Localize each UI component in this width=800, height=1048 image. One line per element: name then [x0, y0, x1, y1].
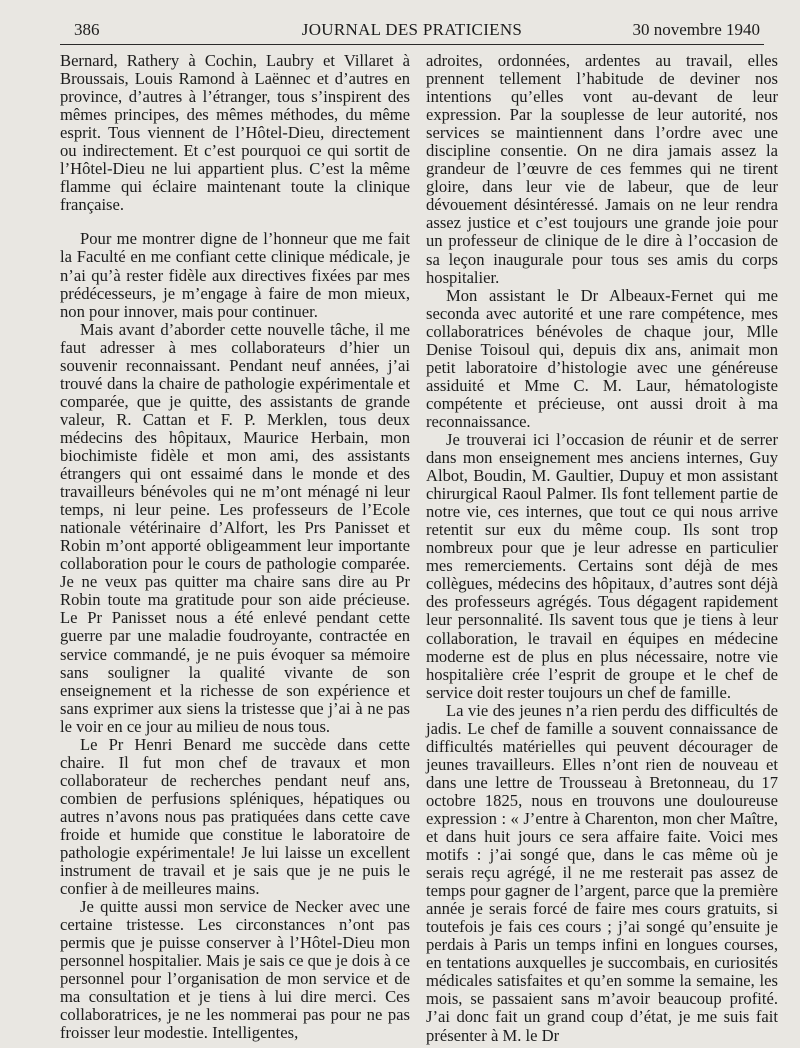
issue-date: 30 novembre 1940	[632, 20, 760, 39]
paragraph: Mais avant d’aborder cette nouvelle tâche, il me faut adresser à mes collaborateurs d’hier un souvenir reconnaissant. Pendant neuf années, j’ai trouvé dans la chaire de pathologie expérimentale et comparée, que je quitte, des assistants de grande valeur, R. Cattan et F. P. Merklen, tous deux médecins des hôpitaux, Maurice Herbain, mon biochimiste fidèle et mon ami, des assistants étrangers qui ont essaimé dans le monde et des travailleurs bénévoles qui ne m’ont ménagé ni leur temps, ni leur peine. Les professeurs de l’Ecole nationale vétérinaire d’Alfort, les Prs Panisset et Robin m’ont apporté obligeamment leur importante collaboration pour le cours de pathologie comparée. Je ne veux pas quitter ma chaire sans dire au Pr Robin toute ma gratitude pour son aide précieuse. Le Pr Panisset nous a été enlevé pendant cette guerre par une maladie foudroyante, contractée en service commandé, je ne puis évoquer sa mémoire sans souligner la qualité vivante de son enseignement et la richesse de son expérience et sans exprimer aux siens la tristesse que j’ai à ne pas le voir en ce jour au milieu de nous tous.	[60, 319, 410, 736]
left-column	[60, 52, 410, 1043]
journal-title: JOURNAL DES PRATICIENS	[301, 20, 523, 39]
paragraph: Bernard, Rathery à Cochin, Laubry et Villaret à Broussais, Louis Ramond à Laënnec et d’autres en province, d’autres à l’étranger, tous s’inspirent des mêmes principes, des mêmes méthodes, du même esprit. Tous viennent de l’Hôtel-Dieu, directement ou indirectement. Et c’est pourquoi ce qui sortit de l’Hôtel-Dieu ne lui appartient plus. C’est la même flamme qui éclaire maintenant toute la clinique française.	[60, 51, 410, 215]
paragraph: Je trouverai ici l’occasion de réunir et de serrer dans mon enseignement mes anciens internes, Guy Albot, Boudin, M. Gaultier, Dupuy et mon assistant chirurgical Raoul Palmer. Ils font tellement partie de notre vie, ces internes, que tout ce qui nous arrive retentit sur eux du même coup. Ils sont trop nombreux pour que je leur adresse en particulier mes remerciements. Certains sont déjà de mes collègues, médecins des hôpitaux, d’autres sont déjà des professeurs agrégés. Tous dégagent rapidement leur personnalité. Ils savent tous que je tiens à leur collaboration, le travail en équipes en médecine moderne est de plus en plus nécessaire, notre vie hospitalière crée l’esprit de groupe et le chef de service doit rester toujours un chef de famille.	[426, 429, 778, 702]
right-column	[426, 52, 778, 1045]
paragraph: La vie des jeunes n’a rien perdu des difficultés de jadis. Le chef de famille a souvent connaissance de difficultés matérielles qui peuvent décourager de jeunes travailleurs. Elles n’ont rien de nouveau et dans une lettre de Trousseau à Bretonneau, du 17 octobre 1825, nous en trouvons une douloureuse expression : « J’entre à Charenton, mon cher Maître, et dans huit jours ce sera affaire faite. Voici mes motifs : j’ai songé que, dans le cas même où je serais reçu agrégé, il ne me resterait pas assez de temps pour gagner de l’argent, parce que la première année je serais forcé de faire mes cours gratuits, si toutefois je fais ces cours ; j’ai songé qu’ensuite je perdais à Paris un temps infini en longues courses, en tentations auxquelles je succombais, en curiosités médicales satisfaites et qu’en somme la semaine, les mois, se passaient sans m’avoir beaucoup profité. J’ai donc fait un grand coup d’état, je me suis fait présenter à M. le Dr	[426, 700, 778, 1045]
paragraph: Mon assistant le Dr Albeaux-Fernet qui me seconda avec autorité et une rare compétence, mes collaboratrices bénévoles de chaque jour, Mlle Denise Toisoul qui, depuis dix ans, animait mon petit laboratoire d’histologie avec une généreuse assiduité et Mme C. M. Laur, hématologiste compétente et précieuse, ont aussi droit à ma reconnaissance.	[426, 285, 778, 431]
paragraph: Je quitte aussi mon service de Necker avec une certaine tristesse. Les circonstances n’ont pas permis que je puisse conserver à l’Hôtel-Dieu mon personnel hospitalier. Mais je sais ce que je dois à ce personnel pour l’organisation de mon service et de ma consultation et je tiens à lui dire merci. Ces collaboratrices, je ne les nommerai pas pour ne pas froisser leur modestie. Intelligentes,	[60, 897, 410, 1043]
page-number: 386	[74, 20, 100, 39]
paragraph: adroites, ordonnées, ardentes au travail, elles prennent tellement l’habitude de deviner nos intentions qu’elles vont au-devant de leur expression. Par la souplesse de leur autorité, nos services se maintiennent dans l’ordre avec une discipline consentie. On ne dira jamais assez la grandeur de l’œuvre de ces femmes qui ne tirent gloire, dans leur vie de labeur, que de leur dévouement désintéressé. Jamais on ne leur rendra assez justice et c’est toujours une grande joie pour un professeur de clinique de le dire à l’occasion de sa leçon inaugurale pour tous ses amis du corps hospitalier.	[426, 51, 778, 287]
paragraph: Pour me montrer digne de l’honneur que me fait la Faculté en me confiant cette clinique médicale, je n’ai qu’à rester fidèle aux directives fixées par mes prédécesseurs, je m’engage à faire de mon mieux, non pour innover, mais pour continuer.	[60, 229, 410, 321]
paragraph: Le Pr Henri Benard me succède dans cette chaire. Il fut mon chef de travaux et mon collaborateur de recherches pendant neuf ans, combien de perfusions spléniques, hépatiques ou autres n’avons nous pas pratiquées dans cette cave froide et humide que constitue le laboratoire de pathologie expérimentale! Je lui laisse un excellent instrument de travail et je sais que je ne puis le confier à de meilleures mains.	[60, 734, 410, 899]
running-header	[60, 18, 764, 45]
